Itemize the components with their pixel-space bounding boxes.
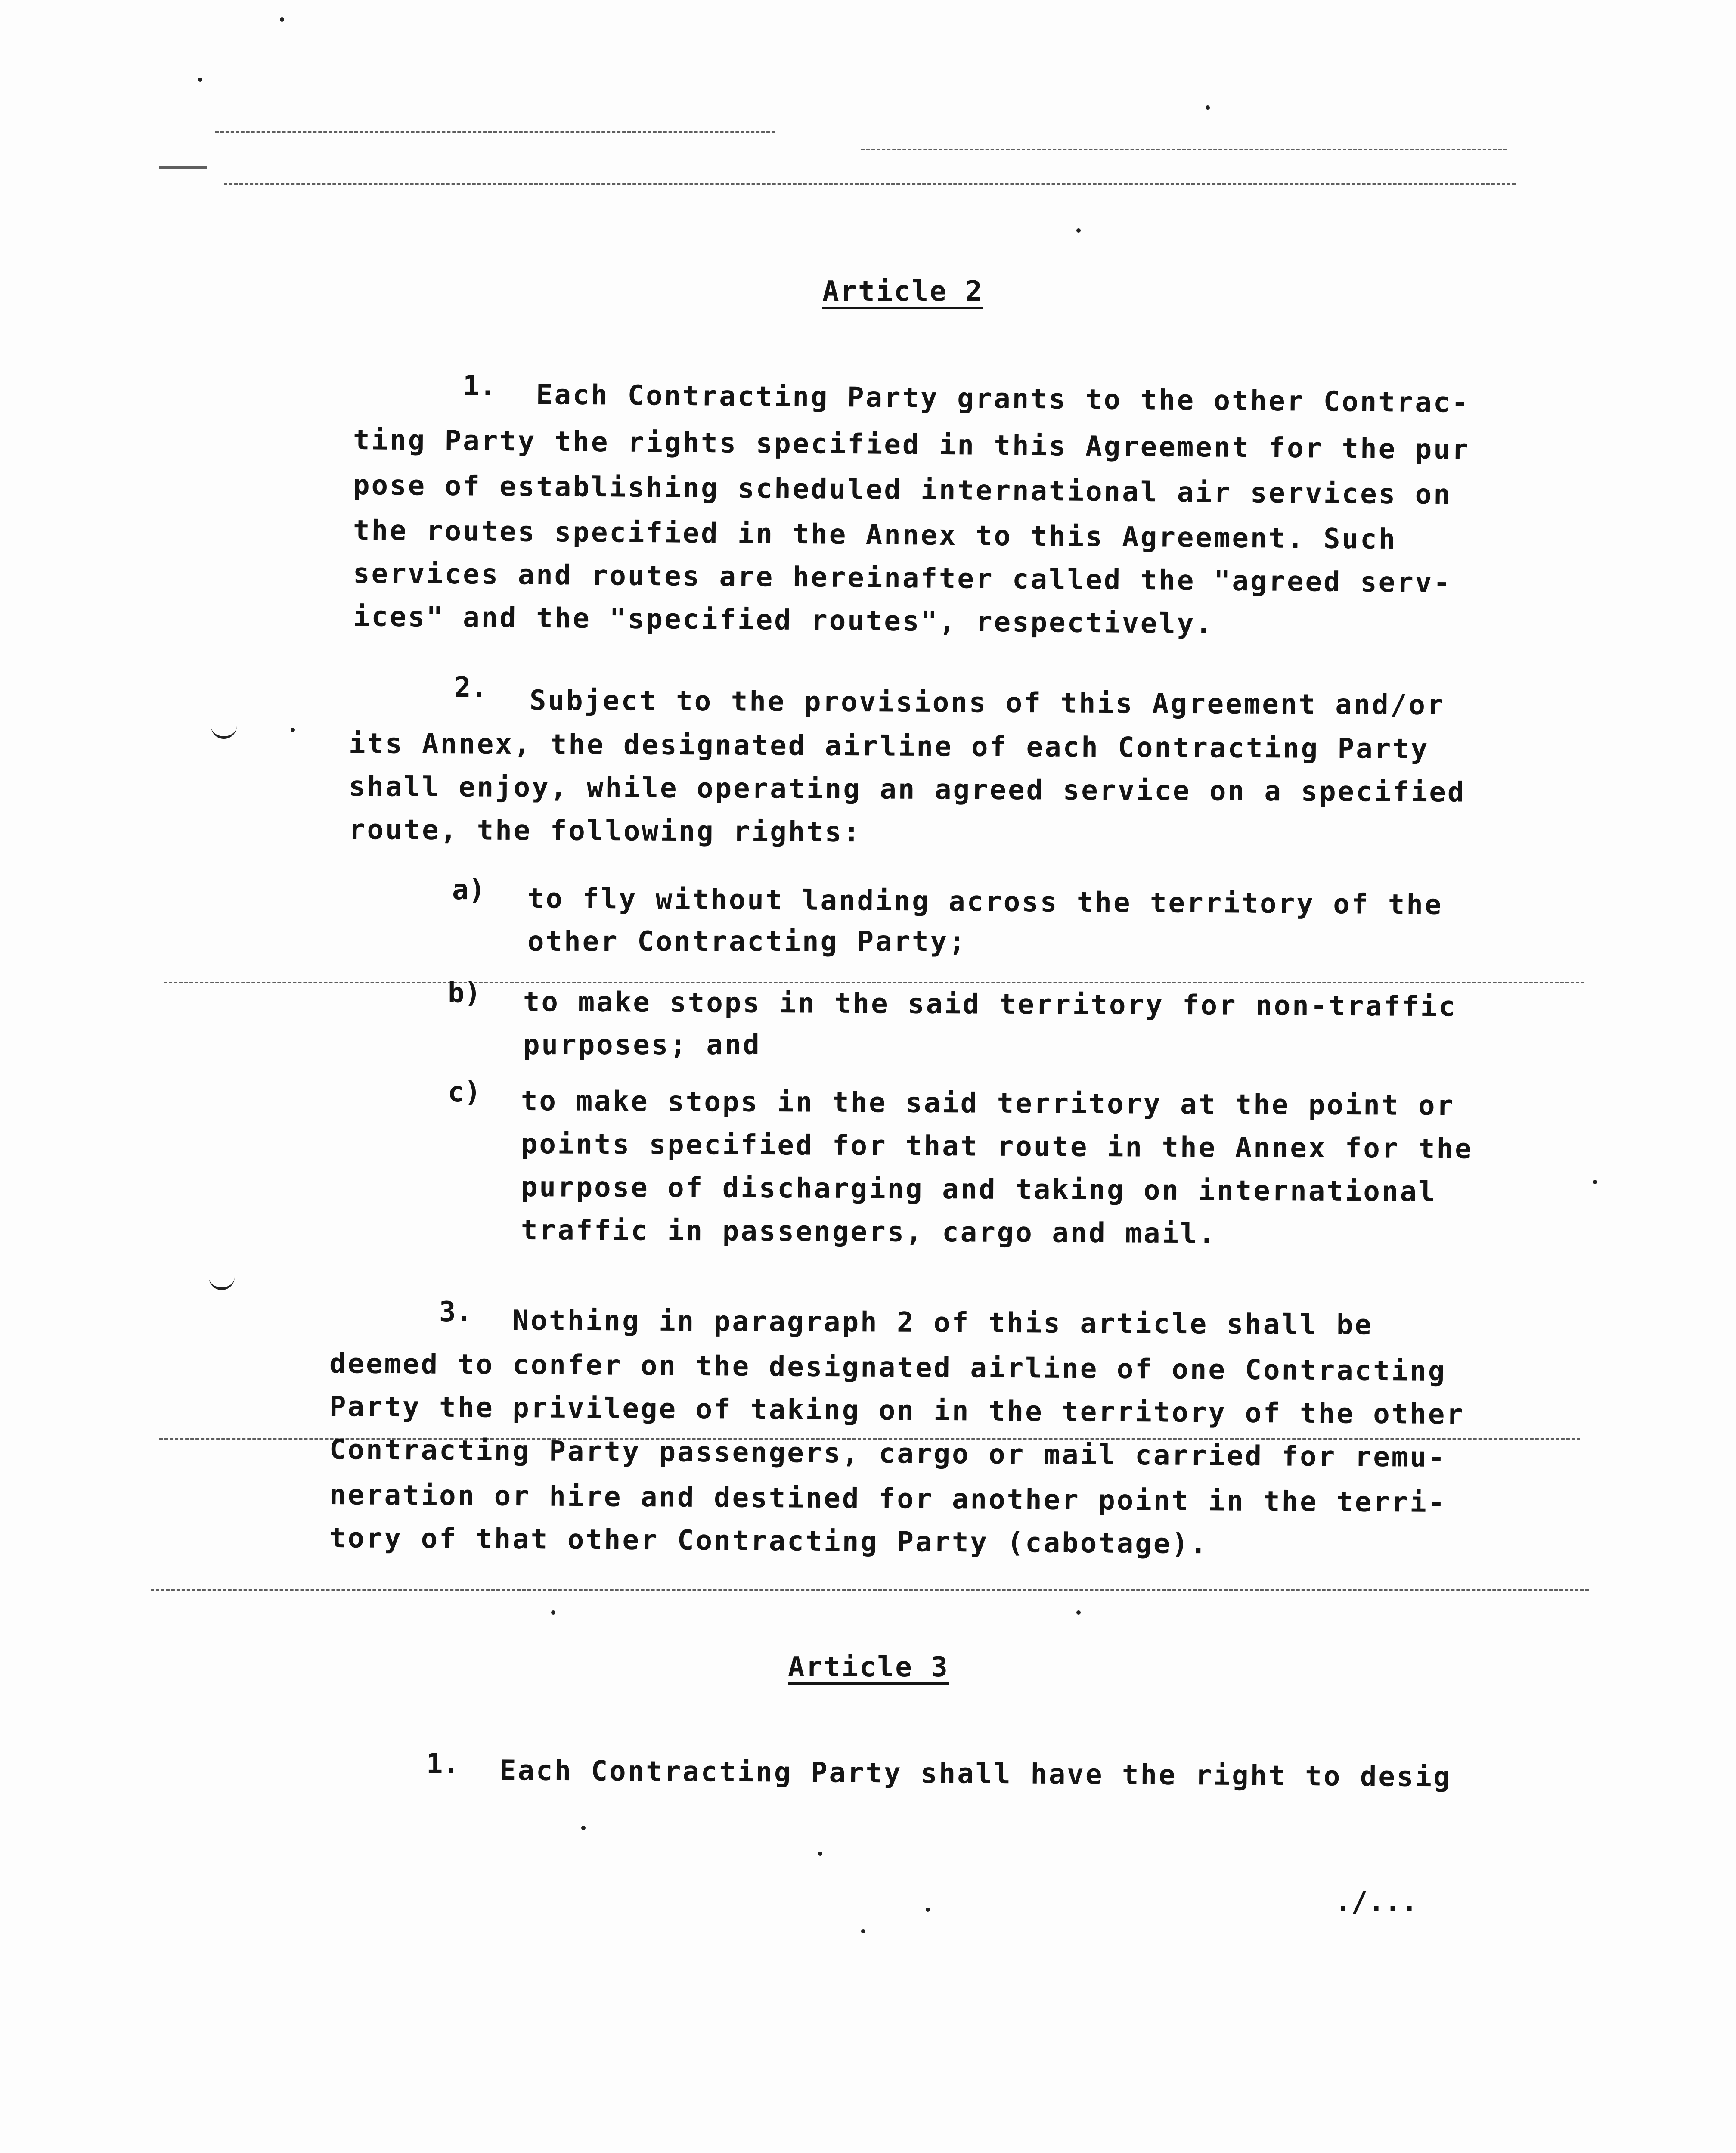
scan-speck	[1593, 1180, 1597, 1184]
list-marker: c)	[448, 1076, 481, 1108]
scan-artifact-line	[151, 1589, 1589, 1591]
paragraph-line: deemed to confer on the designated airline of one Contracting	[329, 1348, 1447, 1388]
paragraph-line: its Annex, the designated airline of each Contracting Party	[348, 728, 1429, 766]
scan-speck	[861, 1929, 865, 1933]
paragraph-line: Nothing in paragraph 2 of this article shall be	[512, 1305, 1373, 1341]
scan-speck	[1076, 1610, 1081, 1615]
paragraph-line: pose of establishing scheduled international air services on	[353, 469, 1452, 511]
list-item-line: traffic in passengers, cargo and mail.	[521, 1214, 1217, 1250]
margin-mark	[211, 723, 237, 739]
list-item-line: points specified for that route in the Annex for the	[521, 1128, 1473, 1165]
paragraph-line: tory of that other Contracting Party (cabotage).	[329, 1522, 1209, 1560]
scan-artifact-line	[861, 149, 1507, 150]
paragraph-line: Contracting Party passengers, cargo or mail carried for remu-	[329, 1434, 1447, 1474]
scan-speck	[280, 17, 284, 22]
paragraph-number: 3.	[439, 1296, 473, 1328]
scan-speck	[551, 1610, 555, 1615]
list-item-line: to make stops in the said territory at the point or	[521, 1085, 1455, 1122]
margin-mark	[209, 1275, 235, 1290]
scan-speck	[291, 728, 295, 732]
paragraph-line: Each Contracting Party shall have the right to desig	[499, 1755, 1452, 1793]
paragraph-line: services and routes are hereinafter called the "agreed serv-	[353, 558, 1452, 599]
scan-speck	[926, 1908, 930, 1912]
paragraph-number: 1.	[463, 370, 496, 402]
paragraph-line: route, the following rights:	[348, 814, 862, 849]
article-2-heading: Article 2	[822, 276, 983, 307]
paragraph-line: Subject to the provisions of this Agreement and/or	[529, 685, 1445, 722]
scan-artifact-line	[215, 131, 775, 133]
paragraph-line: ting Party the rights specified in this Agreement for the pur	[353, 424, 1470, 466]
paragraph-line: neration or hire and destined for another point in the terri-	[329, 1479, 1447, 1519]
scan-speck	[1206, 105, 1210, 110]
list-item-line: other Contracting Party;	[527, 926, 967, 958]
list-item-line: to make stops in the said territory for non-traffic	[523, 986, 1457, 1023]
list-item-line: purpose of discharging and taking on international	[521, 1171, 1437, 1208]
article-3-heading: Article 3	[788, 1651, 949, 1683]
paragraph-line: the routes specified in the Annex to this Agreement. Such	[353, 515, 1397, 556]
paragraph-line: Party the privilege of taking on in the territory of the other	[329, 1391, 1465, 1431]
list-marker: a)	[452, 874, 486, 906]
paragraph-line: Each Contracting Party grants to the other Contrac-	[536, 379, 1470, 419]
paragraph-line: shall enjoy, while operating an agreed service on a specified	[348, 771, 1466, 809]
scan-artifact-line	[159, 166, 207, 169]
scan-speck	[198, 78, 202, 82]
scan-speck	[581, 1826, 586, 1830]
paragraph-number: 1.	[426, 1748, 460, 1780]
scan-speck	[818, 1852, 822, 1856]
list-item-line: to fly without landing across the territory of the	[527, 883, 1443, 921]
list-marker: b)	[448, 977, 481, 1009]
continuation-marker: ./...	[1335, 1886, 1418, 1918]
paragraph-line: ices" and the "specified routes", respectively.	[353, 601, 1214, 640]
list-item-line: purposes; and	[523, 1029, 761, 1061]
scan-artifact-line	[164, 982, 1584, 983]
scan-speck	[1076, 228, 1081, 233]
scan-artifact-line	[224, 183, 1516, 185]
paragraph-number: 2.	[454, 672, 488, 704]
